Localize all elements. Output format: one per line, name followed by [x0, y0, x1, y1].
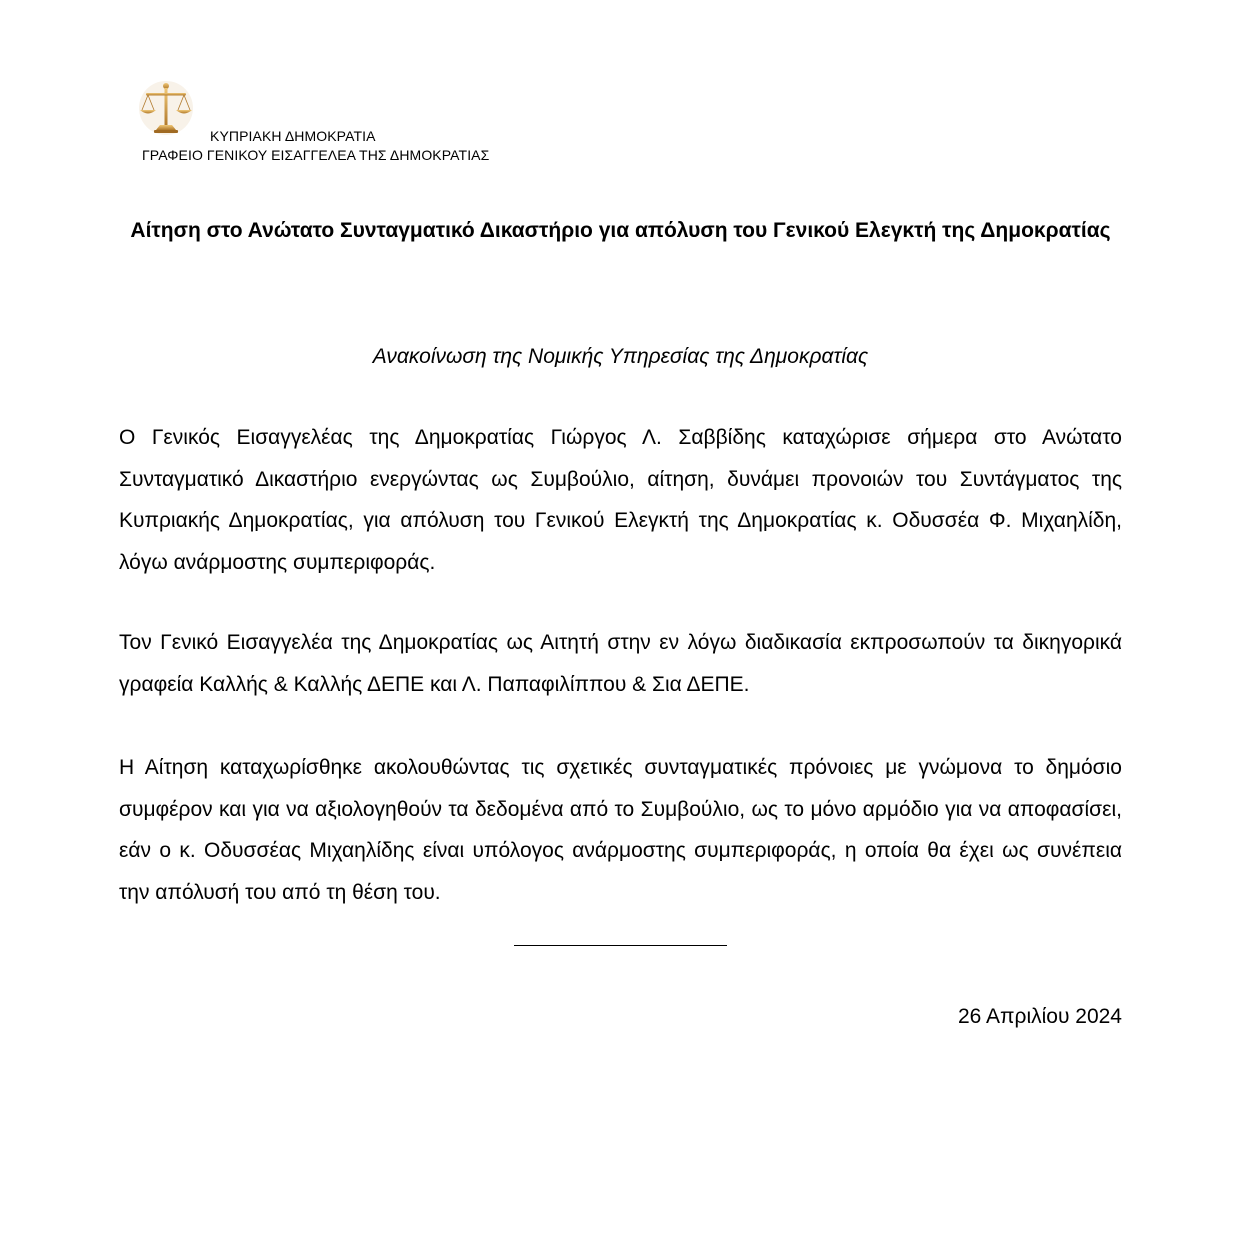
document-subtitle: Ανακοίνωση της Νομικής Υπηρεσίας της Δημοκρατίας	[372, 345, 869, 368]
header-office: ΓΡΑΦΕΙΟ ΓΕΝΙΚΟΥ ΕΙΣΑΓΓΕΛΕΑ ΤΗΣ ΔΗΜΟΚΡΑΤΙΑΣ	[142, 147, 490, 163]
document-date: 26 Απριλίου 2024	[957, 1005, 1122, 1028]
paragraph-2: Τον Γενικό Εισαγγελέα της Δημοκρατίας ως Αιτητή στην εν λόγω διαδικασία εκπροσωπούν τα δικηγορικά γραφεία Καλλής & Καλλής ΔΕΠΕ και Λ. Παπαφιλίππου & Σια ΔΕΠΕ.	[119, 631, 1122, 696]
scales-of-justice-icon	[136, 80, 196, 136]
paragraph-1: Ο Γενικός Εισαγγελέας της Δημοκρατίας Γιώργος Λ. Σαββίδης καταχώρισε σήμερα στο Ανώτατο Συνταγματικό Δικαστήριο ενεργώντας ως Συμβούλιο, αίτηση, δυνάμει προνοιών του Συντάγματος της Κυπριακής Δημοκρατίας, για απόλυση του Γενικού Ελεγκτή της Δημοκρατίας κ. Οδυσσέα Φ. Μιχαηλίδη, λόγω ανάρμοστης συμπεριφοράς.	[119, 426, 1122, 574]
document-title: Αίτηση στο Ανώτατο Συνταγματικό Δικαστήριο για απόλυση του Γενικού Ελεγκτή της Δημοκρατίας	[130, 219, 1111, 242]
paragraph-3: Η Αίτηση καταχωρίσθηκε ακολουθώντας τις σχετικές συνταγματικές πρόνοιες με γνώμονα το δημόσιο συμφέρον και για να αξιολογηθούν τα δεδομένα από το Συμβούλιο, ως το μόνο αρμόδιο για να αποφασίσει, εάν ο κ. Οδυσσέας Μιχαηλίδης είναι υπόλογος ανάρμοστης συμπεριφοράς, η οποία θα έχει ως συνέπεια την απόλυσή του από τη θέση του.	[119, 756, 1122, 904]
header-country: ΚΥΠΡΙΑΚΗ ΔΗΜΟΚΡΑΤΙΑ	[210, 128, 376, 144]
separator-line	[514, 945, 727, 946]
